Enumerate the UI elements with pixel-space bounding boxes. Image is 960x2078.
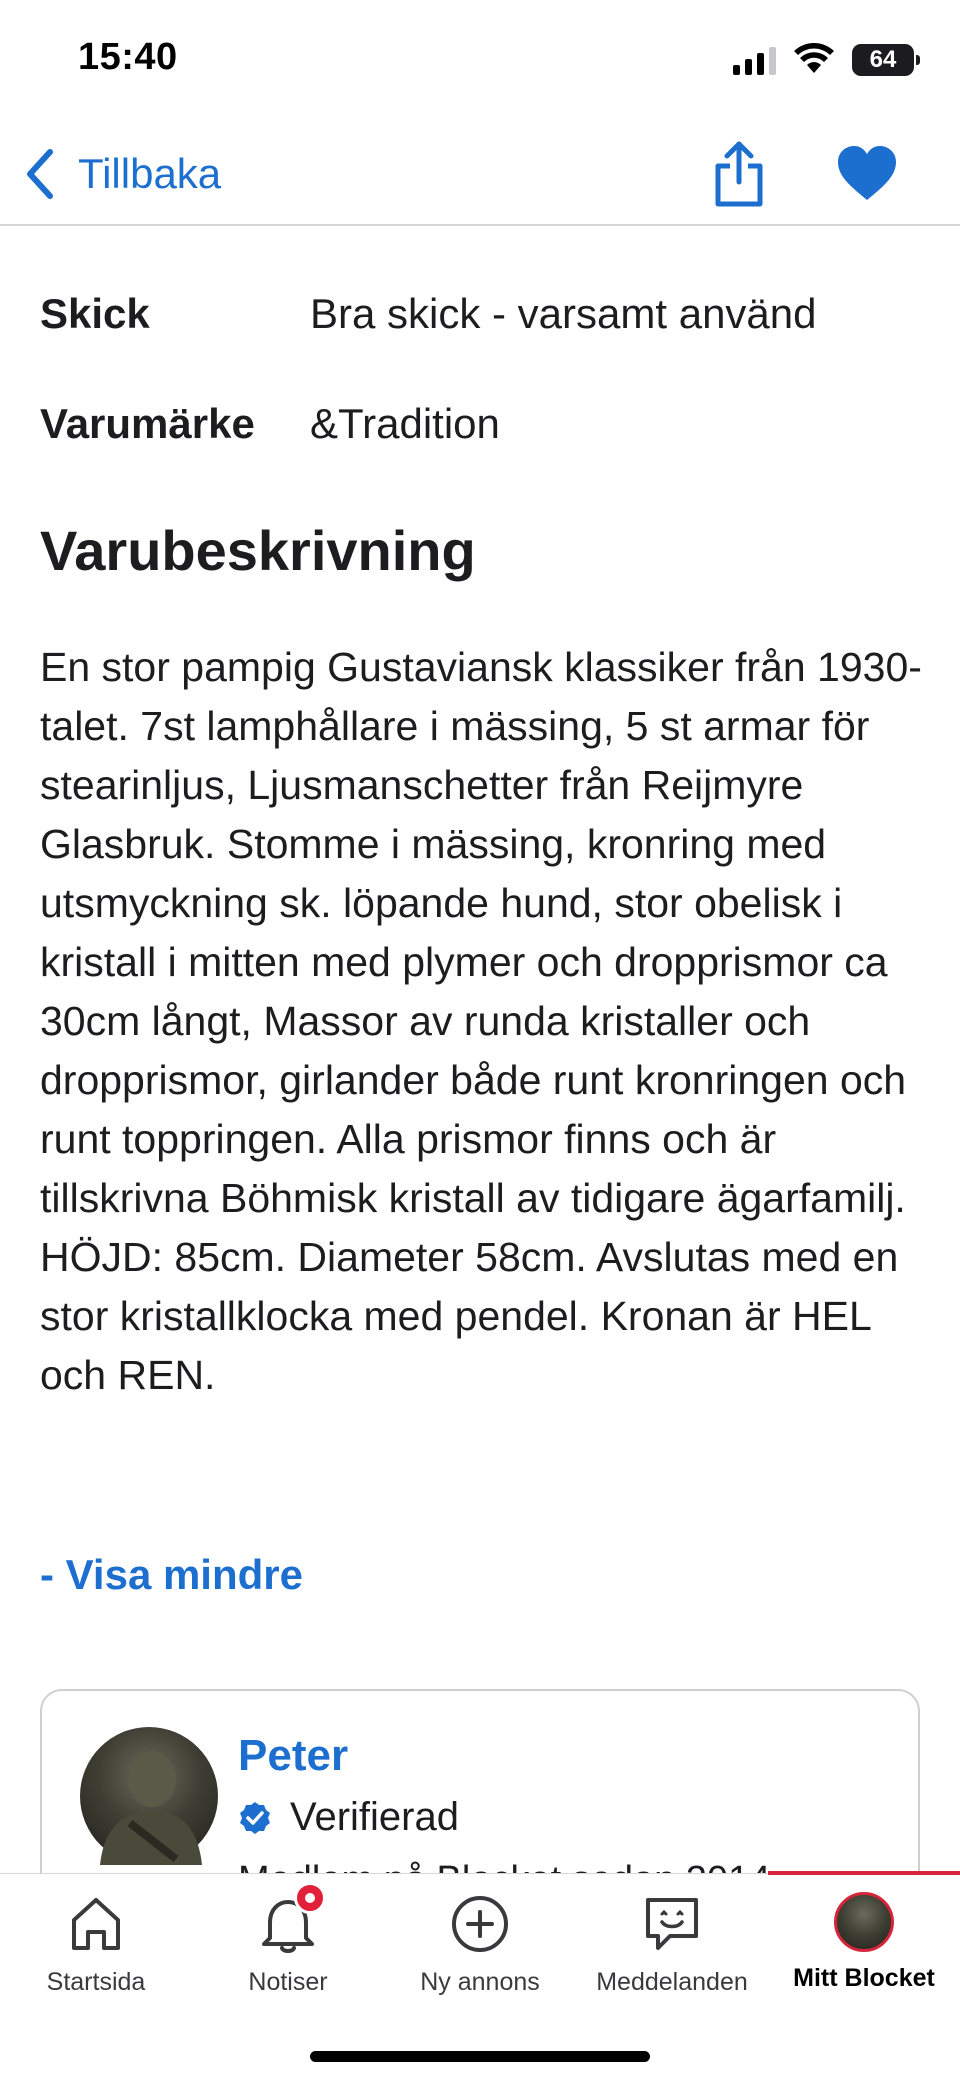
seller-name[interactable]: Peter: [238, 1731, 349, 1780]
attribute-value: Bra skick - varsamt använd: [310, 290, 817, 337]
attribute-row-brand: [40, 400, 500, 448]
battery-level: 64: [869, 46, 897, 73]
chevron-left-icon: [20, 146, 60, 202]
home-indicator[interactable]: [310, 2051, 650, 2062]
status-time: 15:40: [78, 36, 178, 78]
verified-row: [238, 1795, 459, 1840]
wifi-icon: [794, 45, 834, 75]
battery-icon: [852, 44, 914, 76]
back-button[interactable]: [20, 144, 221, 204]
notification-badge: [294, 1882, 326, 1914]
cellular-signal-icon: [733, 45, 776, 75]
tab-label: Ny annons: [420, 1968, 540, 1996]
verified-label: Verifierad: [290, 1795, 459, 1839]
seller-avatar[interactable]: [80, 1727, 218, 1865]
bell-icon-wrap: [256, 1892, 320, 1956]
bottom-tab-bar: [0, 1873, 960, 2078]
tab-meddelanden[interactable]: [576, 1892, 768, 2012]
avatar-portrait-icon: [80, 1727, 218, 1865]
plus-circle-icon: [448, 1892, 512, 1956]
back-label: Tillbaka: [78, 150, 222, 197]
description-text: En stor pampig Gustaviansk klassiker från 1930-talet. 7st lamphållare i mässing, 5 st armar för stearinljus, Ljusmanschetter från Reijmyre Glasbruk. Stomme i mässing, kronring med utsmyckning sk. löpande hund, stor obelisk i kristall i mitten med plymer och dropprismor ca 30cm långt, Massor av runda kristaller och dropprismor, girlander både runt kronringen och runt toppringen. Alla prismor finns och är tillskrivna Böhmisk kristall av tidigare ägarfamilj. HÖJD: 85cm. Diameter 58cm. Avslutas med en stor kristallklocka med pendel. Kronan är HEL och REN.: [40, 644, 922, 1398]
attribute-row-condition: [40, 290, 817, 338]
avatar-icon: [834, 1892, 894, 1952]
navigation-bar: [0, 120, 960, 226]
tab-notiser[interactable]: [192, 1892, 384, 2012]
tab-label: Notiser: [248, 1968, 328, 1996]
attribute-label: Varumärke: [40, 400, 255, 447]
attribute-value: &Tradition: [310, 400, 500, 447]
show-less-link[interactable]: - Visa mindre: [40, 1551, 303, 1598]
home-icon: [64, 1892, 128, 1956]
tab-mitt-blocket[interactable]: [768, 1892, 960, 2012]
active-tab-indicator: [768, 1871, 960, 1875]
tab-ny-annons[interactable]: [384, 1892, 576, 2012]
listing-content: [0, 228, 960, 1873]
verified-badge-icon: [238, 1801, 272, 1835]
tab-startsida[interactable]: [0, 1892, 192, 2012]
tab-label: Mitt Blocket: [793, 1964, 935, 1992]
attribute-label: Skick: [40, 290, 150, 337]
status-bar: [0, 0, 960, 120]
tab-label: Startsida: [46, 1968, 146, 1996]
heart-icon[interactable]: [836, 144, 898, 204]
share-icon[interactable]: [712, 140, 766, 208]
description-title: Varubeskrivning: [40, 519, 476, 582]
chat-icon: [640, 1892, 704, 1956]
status-indicators: [733, 42, 914, 78]
tab-label: Meddelanden: [596, 1968, 748, 1996]
